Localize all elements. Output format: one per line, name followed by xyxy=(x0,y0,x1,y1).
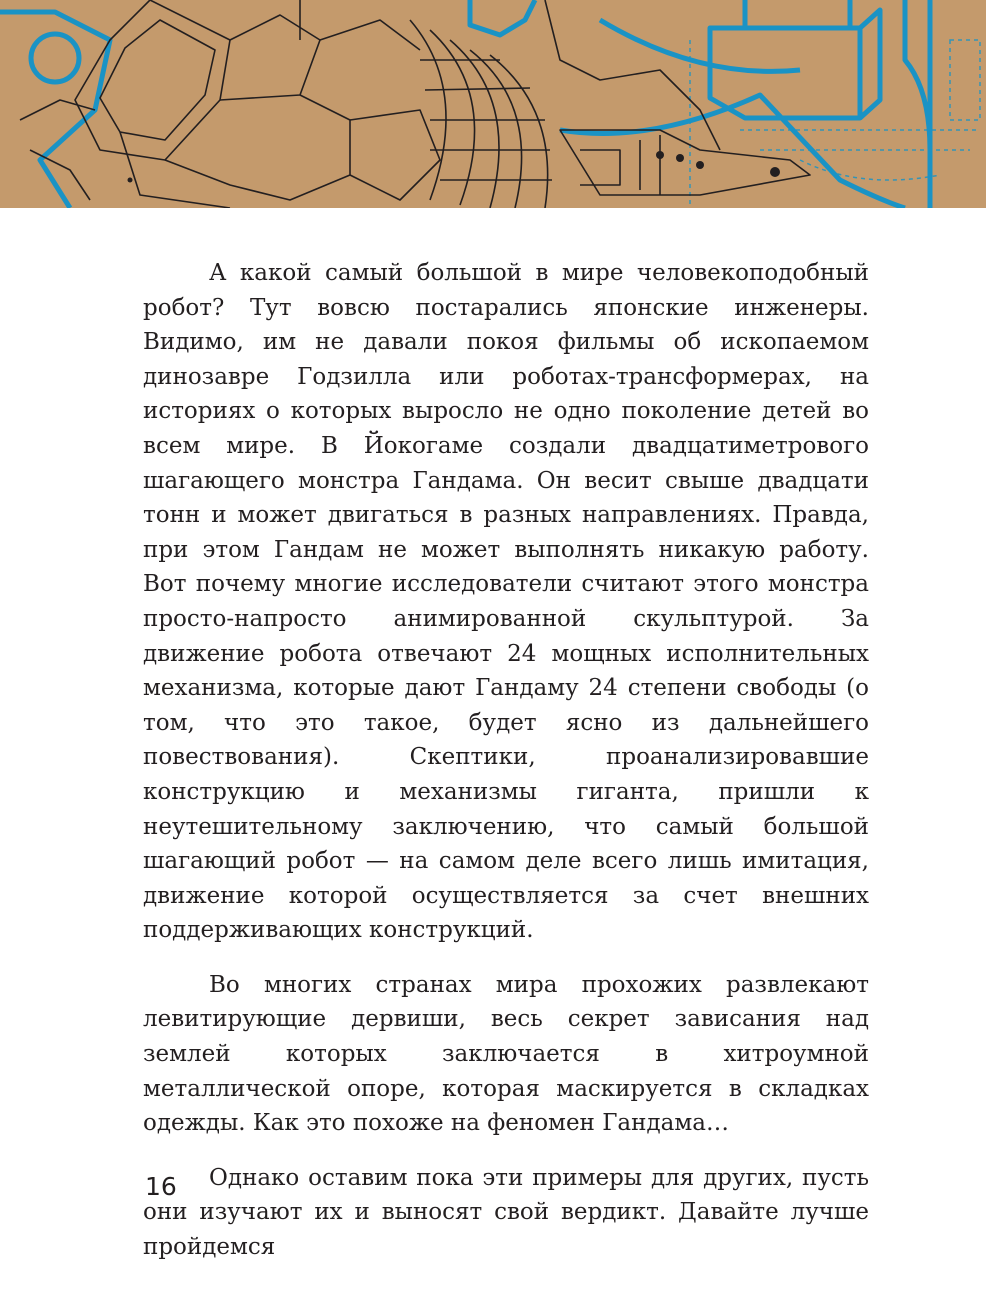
paragraph-gundam: А какой самый большой в мире человекоподобный робот? Тут вовсю постарались японские инженеры. Видимо, им не давали покоя фильмы об ископаемом динозавре Годзилла или роботах-трансформерах, на историях о которых выросло не одно поколение детей во всем мире. В Йокогаме создали двадцатиметрового шагающего монстра Гандама. Он весит свыше двадцати тонн и может двигаться в разных направлениях. Правда, при этом Гандам не может выполнять никакую работу. Вот почему многие исследователи считают этого монстра просто-напросто анимированной скульптурой. За движение робота отвечают 24 мощных исполнительных механизма, которые дают Гандаму 24 степени свободы (о том, что это такое, будет ясно из дальнейшего повествования). Скептики, проанализировавшие конструкцию и механизмы гиганта, пришли к неутешительному заключению, что самый большой шагающий робот — на самом деле всего лишь имитация, движение которой осуществляется за счет внешних поддерживающих конструкций. xyxy=(143,260,869,944)
paragraph-transition: Однако оставим пока эти примеры для других, пусть они изучают их и выносят свой вердикт. Давайте лучше пройдемся xyxy=(143,1164,869,1261)
page-number: 16 xyxy=(145,1172,177,1201)
header-illustration xyxy=(0,0,986,208)
body-text xyxy=(143,256,869,1265)
robot-blueprint-illustration-icon xyxy=(0,0,986,208)
paragraph-dervishes: Во многих странах мира прохожих развлекают левитирующие дервиши, весь секрет зависания над землей которых заключается в хитроумной металлической опоре, которая маскируется в складках одежды. Как это похоже на феномен Гандама… xyxy=(143,971,869,1137)
